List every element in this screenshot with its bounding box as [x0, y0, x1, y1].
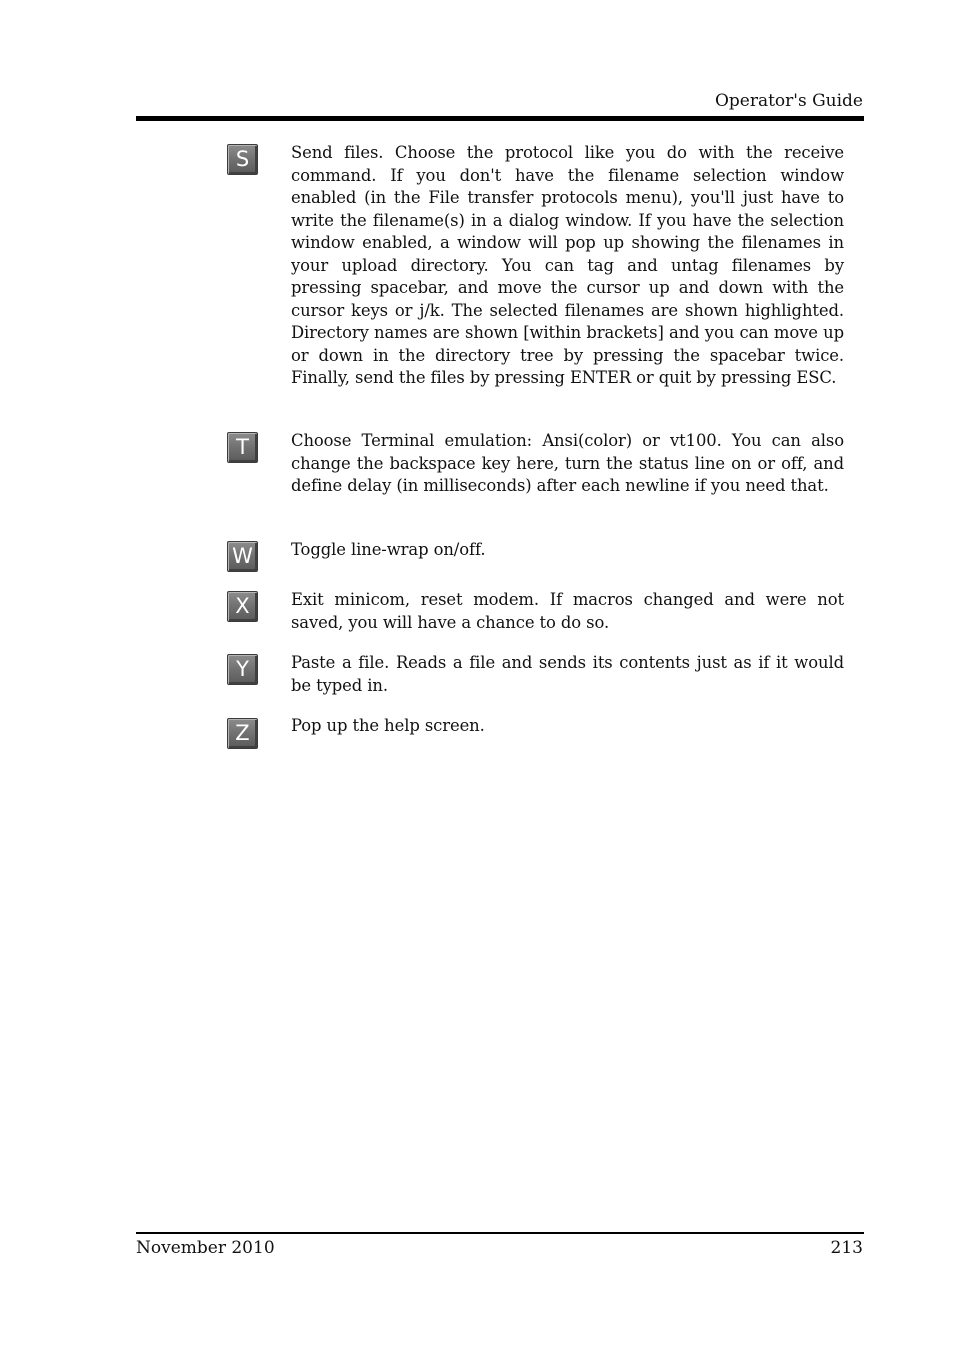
z-key-icon: Z: [227, 718, 258, 749]
entry-description: Pop up the help screen.: [291, 716, 485, 735]
entry-description: Choose Terminal emulation: Ansi(color) or vt100. You can also change the backspace key here, turn the status line on or off, and define delay (in milliseconds) after each newline if you need that.: [291, 431, 844, 495]
entry-description: Toggle line-wrap on/off.: [291, 540, 486, 559]
w-key-icon: W: [227, 541, 258, 572]
y-key-icon: Y: [227, 654, 258, 685]
entry-description: Send files. Choose the protocol like you do with the receive command. If you don't have the filename selection window enabled (in the File transfer protocols menu), you'll just have to write the filename(s) in a dialog window. If you have the selection window enabled, a window will pop up showing the filenames in your upload directory. You can tag and untag filenames by pressing spacebar, and move the cursor up and down with the cursor keys or j/k. The selected filenames are shown highlighted. Directory names are shown [within brackets] and you can move up or down in the directory tree by pressing the spacebar twice. Finally, send the files by pressing ENTER or quit by pressing ESC.: [291, 143, 844, 387]
page-number: 213: [830, 1238, 863, 1258]
header-rule: [136, 116, 864, 121]
entry-description: Paste a file. Reads a file and sends its contents just as if it would be typed in.: [291, 653, 844, 695]
page-header-title: Operator's Guide: [714, 91, 863, 111]
x-key-icon: X: [227, 591, 258, 622]
t-key-icon: T: [227, 432, 258, 463]
footer-date: November 2010: [136, 1238, 275, 1258]
footer-rule: [136, 1232, 864, 1234]
entry-description: Exit minicom, reset modem. If macros changed and were not saved, you will have a chance to do so.: [291, 590, 844, 632]
s-key-icon: S: [227, 144, 258, 175]
